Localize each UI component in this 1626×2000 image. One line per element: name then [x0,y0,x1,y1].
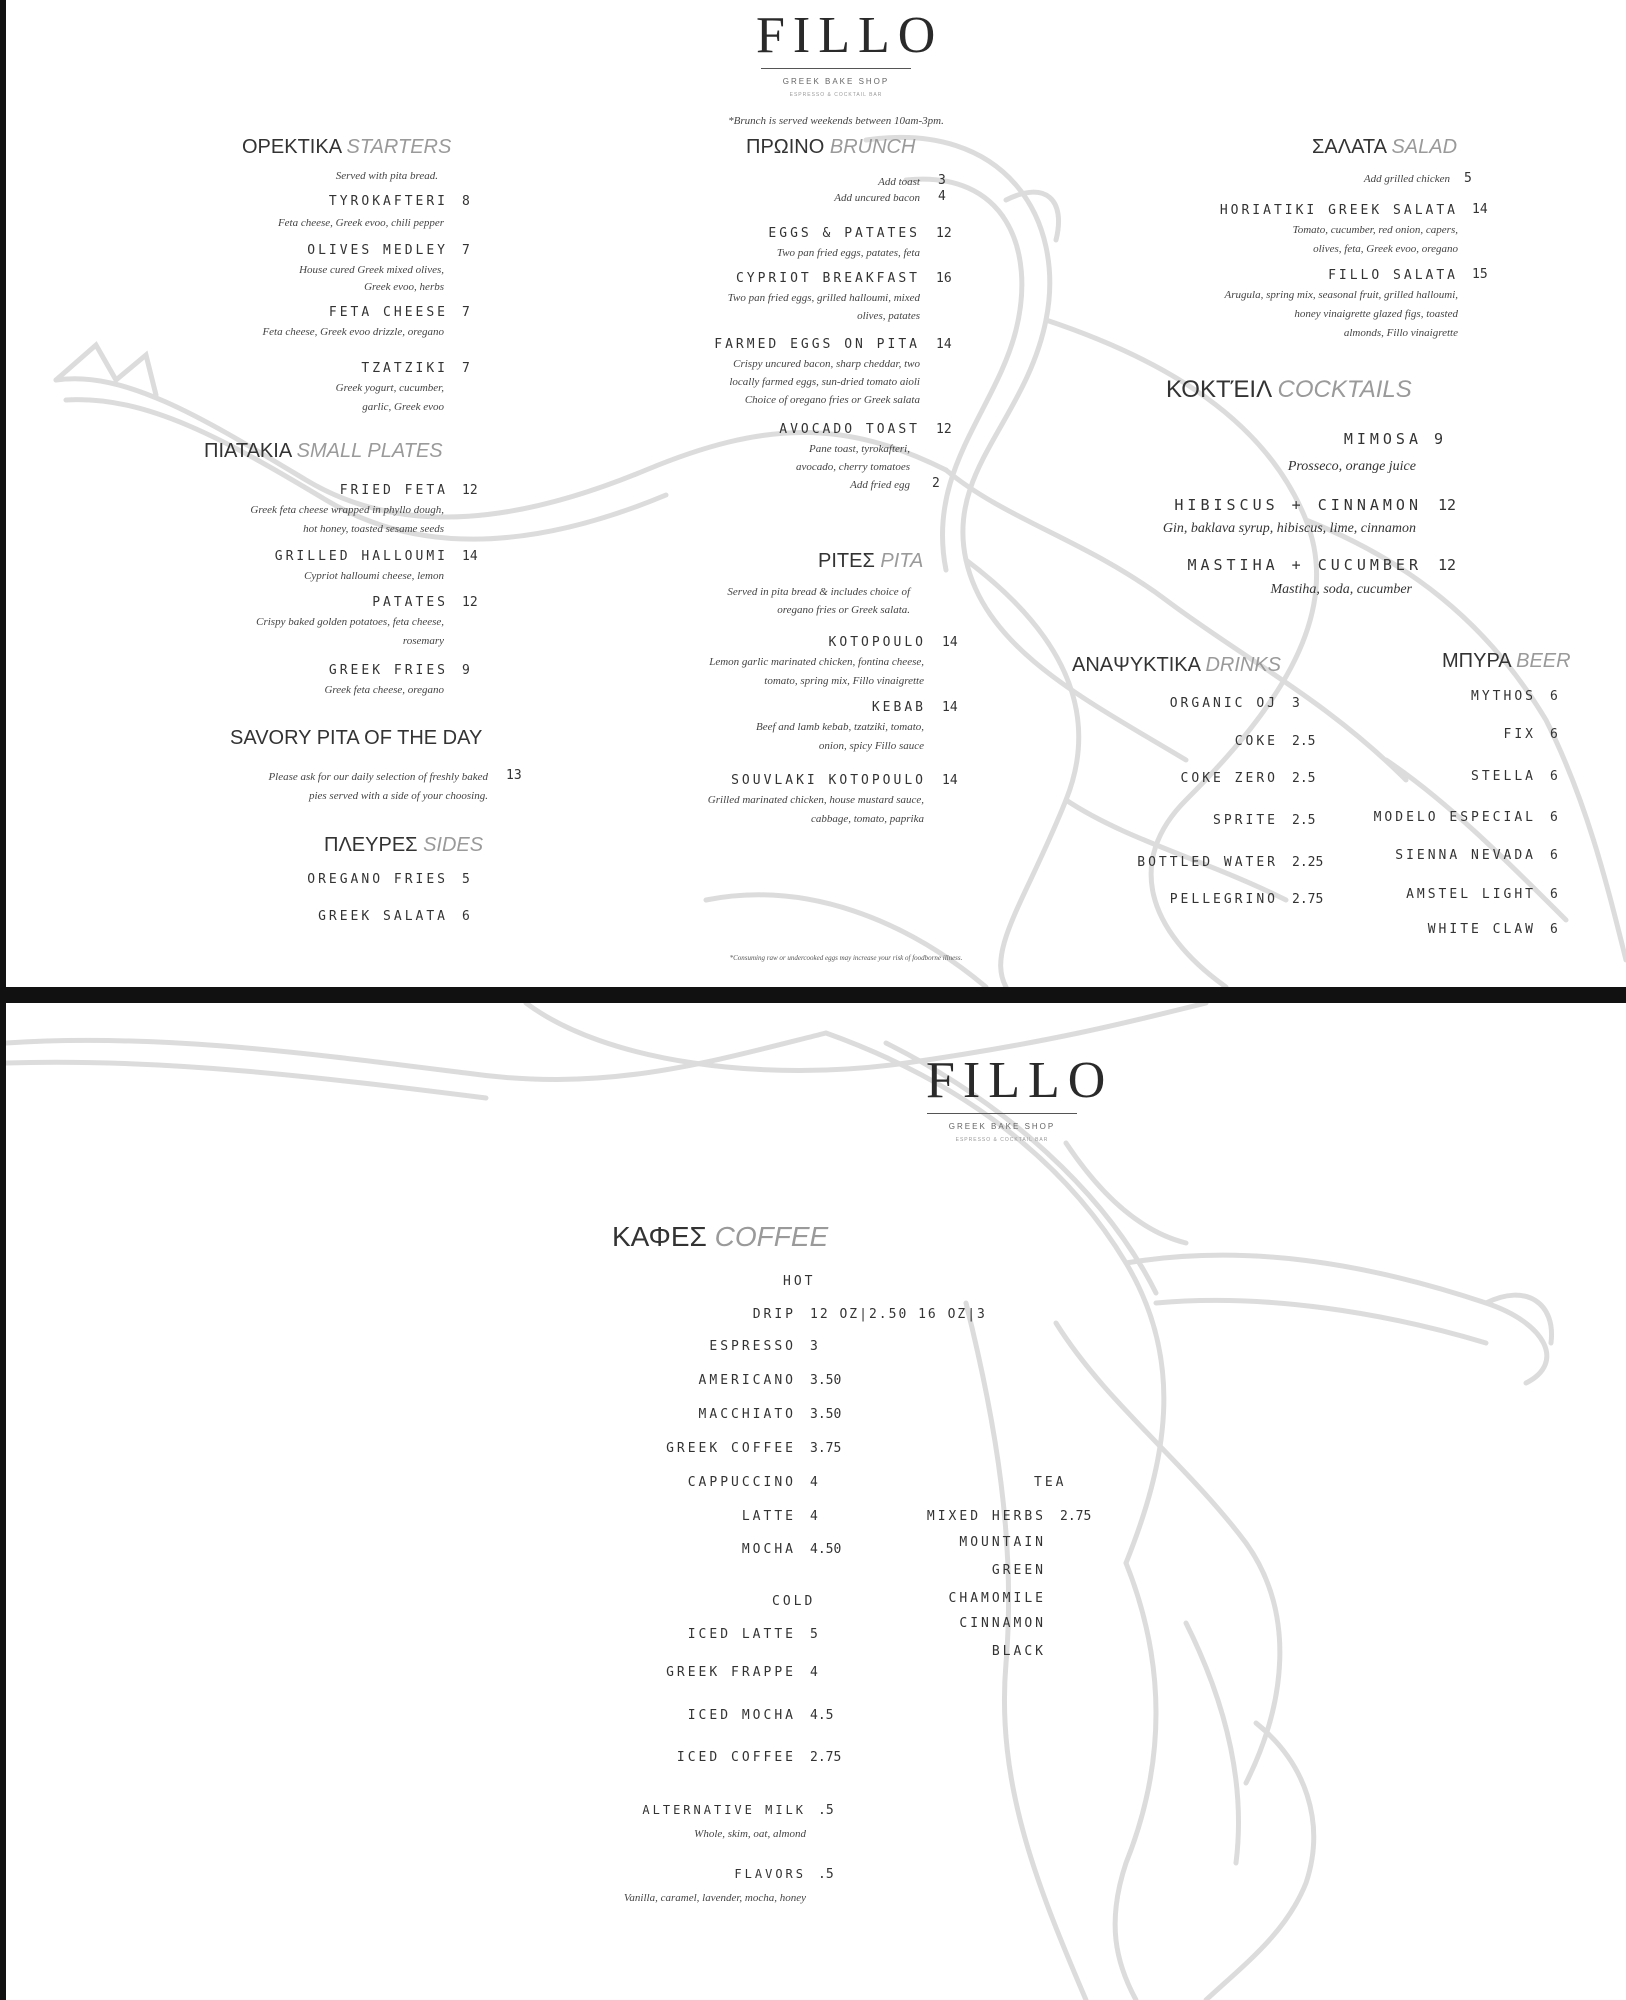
cocktails-english: COCKTAILS [1277,376,1412,403]
menu-item-name: FILLO SALATA [1328,268,1458,283]
coffee-name: DRIP [752,1307,796,1322]
menu-item-desc: Greek feta cheese wrapped in phyllo dough, [250,504,444,516]
brunch-greek: ΠΡΩΙΝΟ [746,136,825,158]
beer-price: 6 [1550,689,1558,704]
menu-item-desc: locally farmed eggs, sun-dried tomato aioli [729,376,920,388]
logo-subtitle: GREEK BAKE SHOP [948,1122,1056,1131]
starters-note: Served with pita bread. [335,170,438,182]
menu-item-desc: honey vinaigrette glazed figs, toasted [1294,308,1458,320]
logo-tagline: ESPRESSO & COCKTAIL BAR [955,1137,1049,1143]
add-egg-price: 2 [932,476,940,491]
cocktail-price: 9 [1434,430,1444,448]
beer-greek: ΜΠΥΡΑ [1442,650,1511,672]
menu-item-desc: Greek yogurt, cucumber, [335,382,444,394]
coffee-price: 12 OZ|2.50 16 OZ|3 [810,1307,987,1322]
coffee-price: 3.50 [810,1407,842,1422]
menu-item-desc: rosemary [402,635,444,647]
menu-item-price: 7 [462,243,470,258]
add-toast-price: 3 [938,173,946,188]
drink-name: PELLEGRINO [1169,892,1278,907]
add-egg-note: Add fried egg [850,479,910,491]
drink-price: 2.5 [1292,813,1316,828]
menu-item-name: FETA CHEESE [328,305,448,320]
drink-price: 2.75 [1292,892,1324,907]
coffee-greek: ΚΑΦΕΣ [612,1221,707,1252]
menu-page-1 [6,0,1626,987]
coffee-heading [612,1221,828,1253]
beer-price: 6 [1550,769,1558,784]
cocktail-price: 12 [1438,556,1457,574]
greek-figure-line-art [6,1003,1626,2000]
menu-item-desc: olives, feta, Greek evoo, oregano [1313,243,1458,255]
menu-item-name: PATATES [372,595,448,610]
drink-name: BOTTLED WATER [1137,855,1278,870]
tea-name: CINNAMON [959,1616,1046,1631]
menu-item-name: AVOCADO TOAST [779,422,920,437]
menu-item-desc: Lemon garlic marinated chicken, fontina cheese, [709,656,924,668]
menu-item-price: 14 [942,773,958,788]
menu-item-desc: garlic, Greek evoo [362,401,444,413]
cocktail-name: MASTIHA + CUCUMBER [1187,556,1422,574]
drink-name: ORGANIC OJ [1169,696,1278,711]
menu-item-price: 14 [462,549,478,564]
logo-subtitle: GREEK BAKE SHOP [782,77,890,86]
salad-heading [1312,136,1457,159]
drink-name: COKE ZERO [1180,771,1278,786]
beer-price: 6 [1550,810,1558,825]
savory-pita-desc: Please ask for our daily selection of freshly baked [268,771,488,783]
menu-item-price: 14 [1472,202,1488,217]
fillo-logo [756,7,944,98]
logo-rule [927,1113,1077,1114]
menu-item-price: 15 [1472,267,1488,282]
menu-item-desc: tomato, spring mix, Fillo vinaigrette [764,675,924,687]
coffee-name: LATTE [741,1509,796,1524]
drink-name: SPRITE [1213,813,1278,828]
menu-item-price: 7 [462,305,470,320]
starters-heading [242,136,451,159]
beer-price: 6 [1550,887,1558,902]
menu-item-name: TYROKAFTERI [328,194,448,209]
coffee-price: 3.50 [810,1373,842,1388]
coffee-price: 3.75 [810,1441,842,1456]
menu-item-desc: Two pan fried eggs, grilled halloumi, mixed [727,292,920,304]
menu-item-name: CYPRIOT BREAKFAST [735,271,920,286]
coffee-price: 3 [810,1339,818,1354]
savory-pita-price: 13 [506,768,522,783]
menu-item-desc: Pane toast, tyrokafteri, [808,443,910,455]
logo-rule [761,68,911,69]
beer-price: 6 [1550,922,1558,937]
menu-item-price: 9 [462,663,470,678]
menu-item-name: EGGS & PATATES [768,226,920,241]
menu-item-price: 16 [936,271,952,286]
coffee-name: GREEK COFFEE [666,1441,796,1456]
menu-item-name: FRIED FETA [339,483,448,498]
alt-milk-name: ALTERNATIVE MILK [642,1803,806,1817]
salad-english: SALAD [1391,136,1458,158]
coffee-name: MACCHIATO [698,1407,796,1422]
coffee-name: ICED LATTE [687,1627,796,1642]
menu-item-name: HORIATIKI GREEK SALATA [1219,203,1458,218]
add-bacon-price: 4 [938,189,946,204]
cocktail-desc: Prosseco, orange juice [1287,459,1416,474]
drinks-english: DRINKS [1205,654,1282,676]
menu-item-desc: Arugula, spring mix, seasonal fruit, grilled halloumi, [1224,289,1458,301]
menu-item-desc: hot honey, toasted sesame seeds [303,523,444,535]
drink-price: 3 [1292,696,1300,711]
menu-item-name: OLIVES MEDLEY [307,243,448,258]
menu-item-price: 14 [936,337,952,352]
menu-item-desc: Grilled marinated chicken, house mustard sauce, [707,794,924,806]
beer-name: SIENNA NEVADA [1395,848,1536,863]
small-plates-greek: ΠΙΑΤΑΚΙΑ [204,440,292,462]
menu-item-price: 12 [462,483,478,498]
menu-item-desc: Choice of oregano fries or Greek salata [744,394,920,406]
cocktail-price: 12 [1438,496,1457,514]
tea-price: 2.75 [1060,1509,1092,1524]
menu-item-name: GREEK FRIES [328,663,448,678]
menu-item-desc: Beef and lamb kebab, tzatziki, tomato, [755,721,924,733]
menu-item-name: TZATZIKI [361,361,448,376]
beer-name: STELLA [1471,769,1536,784]
tea-name: MOUNTAIN [959,1535,1046,1550]
savory-pita-desc: pies served with a side of your choosing. [308,790,488,802]
menu-item-desc: Greek feta cheese, oregano [324,684,444,696]
drink-price: 2.25 [1292,855,1324,870]
logo-name: FILLO [756,7,944,64]
flavors-price: .5 [818,1867,834,1882]
pita-note: oregano fries or Greek salata. [777,604,910,616]
beer-english: BEER [1516,650,1571,672]
menu-item-price: 6 [462,909,470,924]
menu-item-desc: House cured Greek mixed olives, [299,264,444,276]
tea-name: GREEN [991,1563,1046,1578]
menu-item-price: 8 [462,194,470,209]
hot-label: HOT [783,1274,816,1289]
cocktail-desc: Mastiha, soda, cucumber [1270,582,1412,597]
menu-item-price: 7 [462,361,470,376]
menu-item-desc: almonds, Fillo vinaigrette [1343,327,1458,339]
add-chicken-price: 5 [1464,171,1472,186]
tea-name: MIXED HERBS [926,1509,1046,1524]
menu-item-desc: onion, spicy Fillo sauce [818,740,924,752]
menu-item-name: SOUVLAKI KOTOPOULO [731,773,926,788]
brunch-english: BRUNCH [829,136,916,158]
savory-pita-heading: SAVORY PITA OF THE DAY [230,727,483,749]
beer-name: FIX [1503,727,1536,742]
menu-item-desc: Feta cheese, Greek evoo drizzle, oregano [262,326,444,338]
beer-price: 6 [1550,727,1558,742]
menu-item-desc: Greek evoo, herbs [364,281,444,293]
fillo-logo [926,1052,1114,1143]
menu-item-desc: Two pan fried eggs, patates, feta [776,247,920,259]
menu-item-desc: Cypriot halloumi cheese, lemon [304,570,444,582]
menu-item-desc: avocado, cherry tomatoes [796,461,910,473]
logo-name: FILLO [926,1052,1114,1109]
drink-price: 2.5 [1292,734,1316,749]
beer-name: MODELO ESPECIAL [1373,810,1536,825]
menu-item-name: FARMED EGGS ON PITA [714,337,920,352]
coffee-name: MOCHA [741,1542,796,1557]
cocktail-name: MIMOSA [1343,430,1422,448]
cocktail-name: HIBISCUS + CINNAMON [1174,496,1422,514]
cold-label: COLD [772,1594,816,1609]
coffee-name: ICED COFFEE [676,1750,796,1765]
coffee-price: 4 [810,1665,818,1680]
beer-price: 6 [1550,848,1558,863]
cocktails-greek: ΚΟΚΤΈΙΛ [1166,376,1271,403]
add-chicken-note: Add grilled chicken [1363,173,1450,185]
pita-english: PITA [880,550,924,572]
coffee-english: COFFEE [714,1221,829,1252]
raw-eggs-footnote: *Consuming raw or undercooked eggs may increase your risk of foodborne illness. [729,954,963,962]
alt-milk-desc: Whole, skim, oat, almond [694,1828,806,1840]
brunch-hours-note: *Brunch is served weekends between 10am-3pm. [728,115,944,127]
menu-item-desc: Feta cheese, Greek evoo, chili pepper [277,217,444,229]
tea-label: TEA [1034,1475,1067,1490]
menu-item-price: 12 [936,226,952,241]
small-plates-english: SMALL PLATES [296,440,443,462]
menu-page-2 [6,1003,1626,2000]
coffee-price: 4.5 [810,1708,834,1723]
menu-item-name: OREGANO FRIES [307,872,448,887]
coffee-price: 4 [810,1475,818,1490]
menu-item-desc: Crispy baked golden potatoes, feta cheese, [256,616,444,628]
menu-item-desc: Crispy uncured bacon, sharp cheddar, two [733,358,920,370]
menu-item-name: KOTOPOULO [828,635,926,650]
cocktail-desc: Gin, baklava syrup, hibiscus, lime, cinnamon [1162,521,1416,536]
menu-item-price: 14 [942,635,958,650]
tea-name: BLACK [991,1644,1046,1659]
add-bacon-note: Add uncured bacon [834,192,920,204]
beer-heading [1442,650,1571,673]
drinks-greek: ΑΝΑΨΥΚΤΙΚΑ [1072,654,1200,676]
coffee-price: 5 [810,1627,818,1642]
beer-name: MYTHOS [1471,689,1536,704]
pita-note: Served in pita bread & includes choice of [727,586,910,598]
menu-item-desc: olives, patates [857,310,920,322]
cocktails-heading [1166,376,1412,404]
menu-item-price: 5 [462,872,470,887]
flavors-name: FLAVORS [734,1867,806,1881]
menu-item-price: 14 [942,700,958,715]
menu-item-name: GRILLED HALLOUMI [274,549,448,564]
sides-greek: ΠΛΕΥΡΕΣ [324,834,418,856]
menu-item-name: KEBAB [871,700,926,715]
coffee-price: 4 [810,1509,818,1524]
beer-name: AMSTEL LIGHT [1406,887,1536,902]
coffee-name: ESPRESSO [709,1339,796,1354]
starters-english: STARTERS [346,136,452,158]
alt-milk-price: .5 [818,1803,834,1818]
sides-english: SIDES [423,834,484,856]
brunch-heading [746,136,915,159]
pita-heading [818,550,923,573]
salad-greek: ΣΑΛΑΤΑ [1312,136,1386,158]
coffee-name: AMERICANO [698,1373,796,1388]
small-plates-heading [204,440,443,463]
flavors-desc: Vanilla, caramel, lavender, mocha, honey [623,1892,806,1904]
add-toast-note: Add toast [878,176,920,188]
beer-name: WHITE CLAW [1427,922,1536,937]
sides-heading [324,834,483,857]
coffee-name: GREEK FRAPPE [666,1665,796,1680]
drink-price: 2.5 [1292,771,1316,786]
coffee-name: ICED MOCHA [687,1708,796,1723]
menu-item-name: GREEK SALATA [318,909,448,924]
pita-greek: ΡΙΤΕΣ [818,550,875,572]
tea-name: CHAMOMILE [948,1591,1046,1606]
drinks-heading [1072,654,1281,677]
drink-name: COKE [1234,734,1278,749]
starters-greek: ΟΡΕΚΤΙΚΑ [242,136,341,158]
menu-item-desc: cabbage, tomato, paprika [810,813,924,825]
coffee-price: 2.75 [810,1750,842,1765]
coffee-name: CAPPUCCINO [687,1475,796,1490]
menu-item-price: 12 [462,595,478,610]
logo-tagline: ESPRESSO & COCKTAIL BAR [789,92,883,98]
menu-item-desc: Tomato, cucumber, red onion, capers, [1292,224,1458,236]
menu-item-price: 12 [936,422,952,437]
coffee-price: 4.50 [810,1542,842,1557]
